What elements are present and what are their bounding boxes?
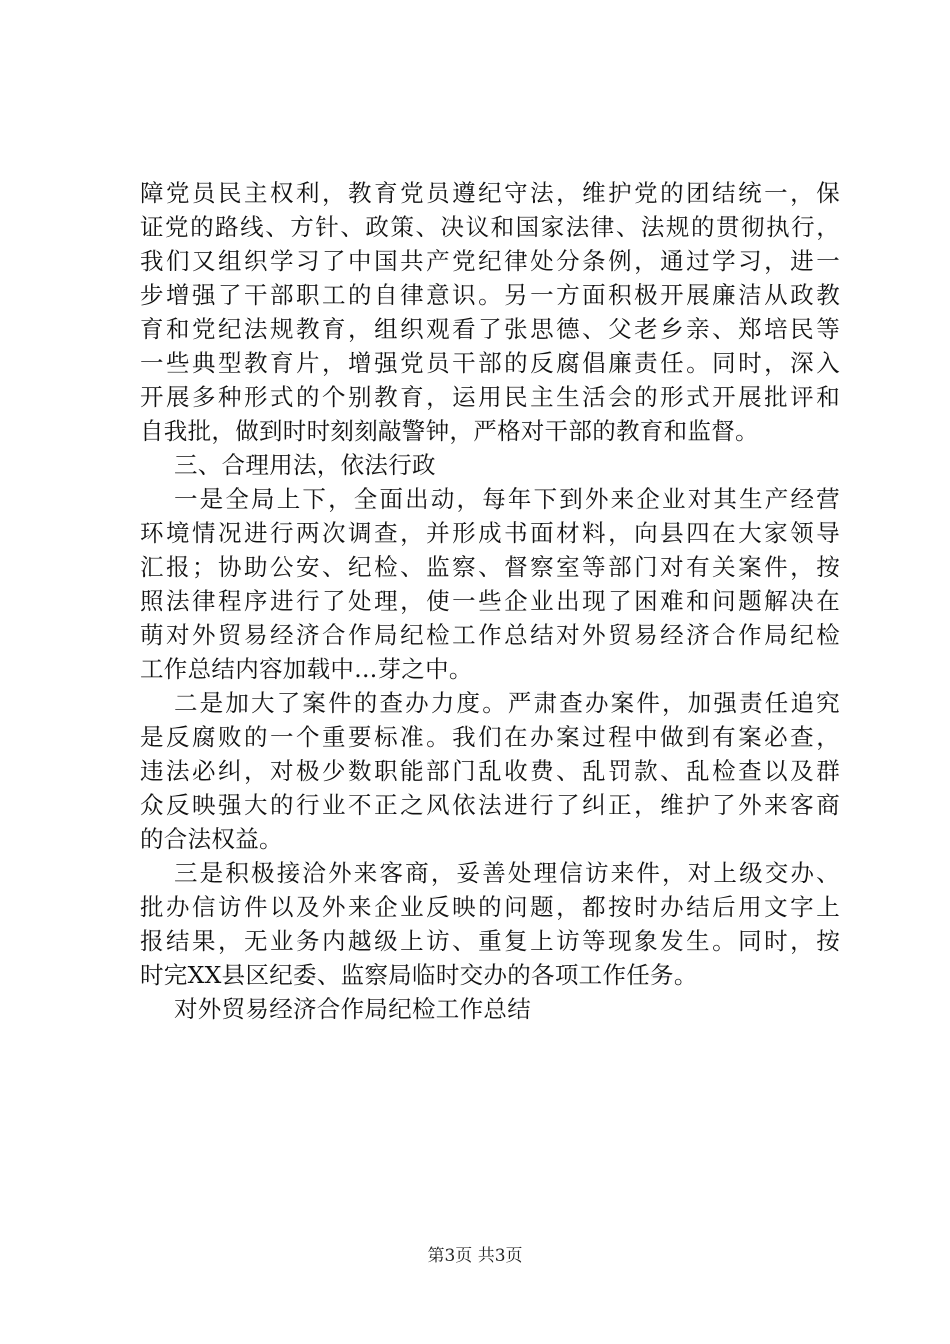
text-line: 违法必纠，对极少数职能部门乱收费、乱罚款、乱检查以及群 (140, 757, 840, 785)
text-line: 报结果，无业务内越级上访、重复上访等现象发生。同时，按 (140, 927, 840, 955)
text-line: 时完XX县区纪委、监察局临时交办的各项工作任务。 (140, 961, 698, 989)
document-body (140, 176, 840, 1026)
text-line: 二是加大了案件的查办力度。严肃查办案件，加强责任追究 (174, 689, 840, 717)
text-line: 众反映强大的行业不正之风依法进行了纠正，维护了外来客商 (140, 791, 840, 819)
text-line: 是反腐败的一个重要标准。我们在办案过程中做到有案必查， (140, 723, 840, 751)
text-line: 一是全局上下，全面出动，每年下到外来企业对其生产经营 (174, 485, 840, 513)
text-line: 自我批，做到时时刻刻敲警钟，严格对干部的教育和监督。 (140, 417, 759, 445)
page-footer (0, 1245, 950, 1267)
text-line: 环境情况进行两次调查，并形成书面材料，向县四在大家领导 (140, 519, 840, 547)
text-line: 照法律程序进行了处理，使一些企业出现了困难和问题解决在 (140, 587, 840, 615)
section-heading: 三、合理用法，依法行政 (174, 451, 436, 479)
text-line: 三是积极接洽外来客商，妥善处理信访来件，对上级交办、 (174, 859, 840, 887)
page-number: 第3页 共3页 (427, 1246, 523, 1266)
text-line: 障党员民主权利，教育党员遵纪守法，维护党的团结统一，保 (140, 179, 840, 207)
text-line: 一些典型教育片，增强党员干部的反腐倡廉责任。同时，深入 (140, 349, 840, 377)
text-line: 的合法权益。 (140, 825, 283, 853)
text-line: 萌对外贸易经济合作局纪检工作总结对外贸易经济合作局纪检 (140, 621, 840, 649)
text-line: 工作总结内容加载中...芽之中。 (140, 655, 473, 683)
text-line: 证党的路线、方针、政策、决议和国家法律、法规的贯彻执行， (140, 213, 840, 241)
text-line: 批办信访件以及外来企业反映的问题，都按时办结后用文字上 (140, 893, 840, 921)
text-line: 步增强了干部职工的自律意识。另一方面积极开展廉洁从政教 (140, 281, 840, 309)
document-title-line: 对外贸易经济合作局纪检工作总结 (174, 995, 531, 1023)
text-line: 开展多种形式的个别教育，运用民主生活会的形式开展批评和 (140, 383, 840, 411)
text-line: 育和党纪法规教育，组织观看了张思德、父老乡亲、郑培民等 (140, 315, 840, 343)
text-line: 我们又组织学习了中国共产党纪律处分条例，通过学习，进一 (140, 247, 840, 275)
text-line: 汇报；协助公安、纪检、监察、督察室等部门对有关案件，按 (140, 553, 840, 581)
